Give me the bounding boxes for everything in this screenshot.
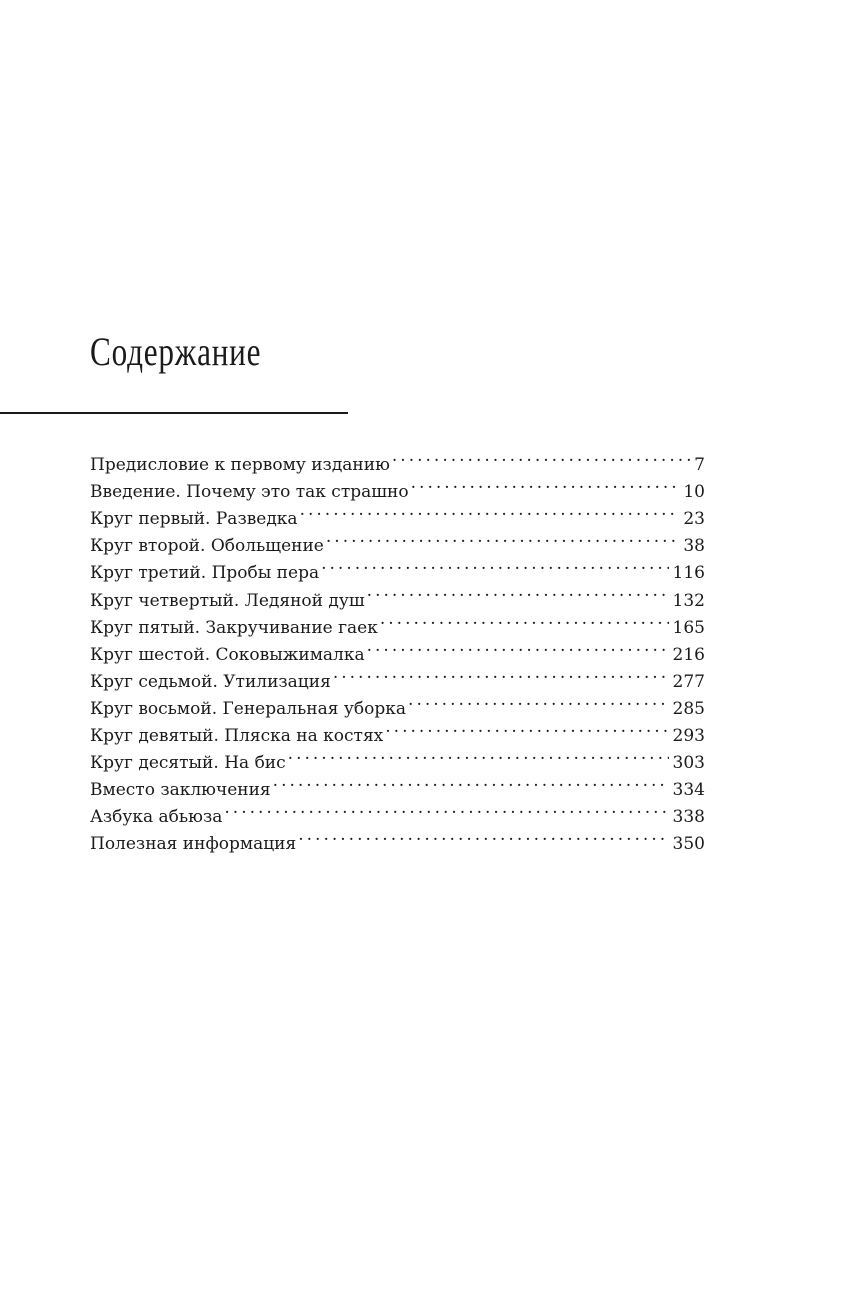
toc-entry-title: Полезная информация (90, 834, 297, 855)
toc-leader-dots (367, 633, 669, 660)
toc-entry-title: Круг первый. Разведка (90, 509, 298, 530)
toc-entry-title: Круг пятый. Закручивание гаек (90, 617, 378, 638)
toc-entry[interactable] (90, 443, 705, 476)
toc-entry-page: 132 (672, 590, 705, 611)
toc-entry-page: 293 (672, 726, 705, 747)
toc-entry-title: Азбука абьюза (90, 807, 223, 828)
toc-leader-dots (367, 578, 669, 605)
toc-entry-page: 334 (672, 780, 705, 801)
toc-leader-dots (408, 687, 669, 714)
toc-leader-dots (321, 551, 668, 578)
toc-entry-title: Круг третий. Пробы пера (90, 563, 320, 584)
toc-entry-page: 165 (672, 617, 705, 638)
toc-entry-title: Круг восьмой. Генеральная уборка (90, 698, 407, 719)
toc-entry-page: 10 (683, 482, 705, 503)
toc-entry-page: 23 (683, 509, 705, 530)
toc-leader-dots (380, 606, 669, 633)
toc-entry-title: Предисловие к первому изданию (90, 455, 390, 476)
toc-leader-dots (298, 822, 668, 849)
toc-leader-dots (333, 660, 669, 687)
toc-entry-page: 216 (672, 644, 705, 665)
toc-leader-dots (326, 524, 679, 551)
toc-entry-title: Вместо заключения (90, 780, 271, 801)
toc-leader-dots (385, 714, 668, 741)
heading-rule (0, 412, 348, 414)
toc-entry-title: Круг седьмой. Утилизация (90, 671, 331, 692)
toc-entry-page: 338 (672, 807, 705, 828)
toc-entry-page: 303 (672, 753, 705, 774)
toc-entry-title: Круг десятый. На бис (90, 753, 286, 774)
toc-leader-dots (300, 497, 680, 524)
toc-leader-dots (273, 768, 669, 795)
toc-heading: Содержание (90, 329, 262, 374)
toc-entry-page: 7 (694, 455, 705, 476)
toc-entry-page: 116 (672, 563, 705, 584)
toc-entry-page: 285 (672, 698, 705, 719)
toc-leader-dots (411, 470, 680, 497)
toc-list (90, 443, 705, 855)
toc-entry-title: Введение. Почему это так страшно (90, 482, 409, 503)
toc-leader-dots (392, 443, 690, 470)
toc-entry-page: 38 (683, 536, 705, 557)
toc-entry-title: Круг четвертый. Ледяной душ (90, 590, 365, 611)
toc-entry-title: Круг девятый. Пляска на костях (90, 726, 384, 747)
toc-entry-title: Круг шестой. Соковыжималка (90, 644, 365, 665)
toc-entry-page: 350 (672, 834, 705, 855)
toc-entry-page: 277 (672, 671, 705, 692)
toc-leader-dots (288, 741, 669, 768)
toc-leader-dots (224, 795, 668, 822)
toc-entry-title: Круг второй. Обольщение (90, 536, 324, 557)
